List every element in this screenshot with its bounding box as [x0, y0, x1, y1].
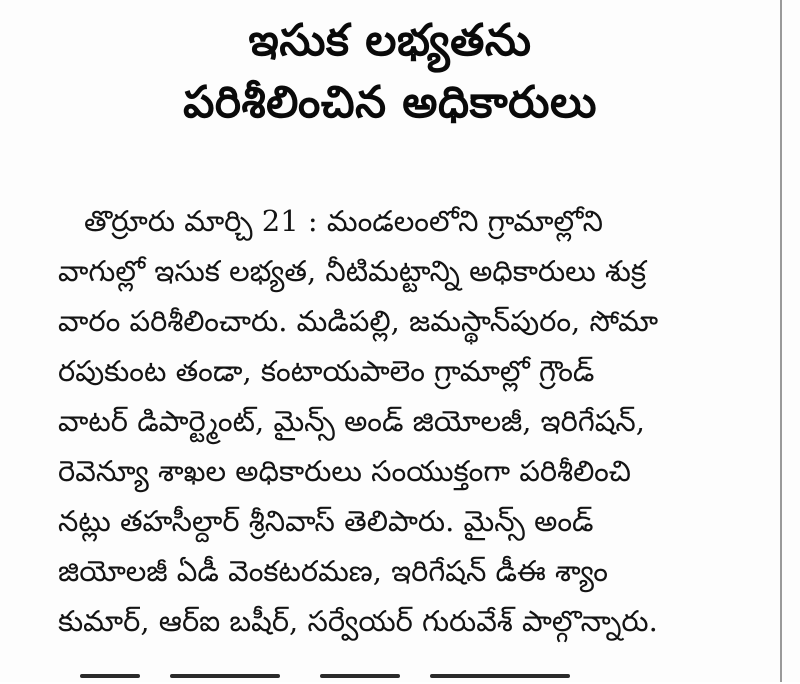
body-line: కుమార్, ఆర్ఐ బషీర్, సర్వేయర్ గురువేశ్ పాల్గొన్నారు. [58, 604, 658, 638]
body-line: రపుకుంట తండా, కంటాయపాలెం గ్రామాల్లో గ్రౌండ్ [58, 354, 595, 388]
headline-line-1: ఇసుక లభ్యతను [248, 15, 532, 66]
cropped-text-fragment [320, 674, 400, 678]
body-line: వాగుల్లో ఇసుక లభ్యత, నీటిమట్టాన్ని అధికారులు శుక్ర [58, 254, 647, 288]
body-line: నట్లు తహసీల్దార్ శ్రీనివాస్ తెలిపారు. మైన్స్ అండ్ [58, 504, 594, 538]
headline-line-2: పరిశీలించిన అధికారులు [183, 77, 597, 128]
cropped-text-fragment [430, 674, 570, 678]
article-body [58, 196, 748, 646]
body-line: జియోలజీ ఏడీ వెంకటరమణ, ఇరిగేషన్ డీఈ శ్యాం [58, 554, 608, 588]
cropped-text-fragment [80, 674, 140, 678]
cropped-next-paragraph [80, 666, 640, 684]
body-line: తొర్రూరు మార్చి 21 : మండలంలోని గ్రామాల్లోని [84, 204, 603, 238]
headline [0, 10, 780, 134]
body-line: రెవెన్యూ శాఖల అధికారులు సంయుక్తంగా పరిశీలించి [58, 454, 632, 488]
body-line: వారం పరిశీలించారు. మడిపల్లి, జమస్థాన్‌పురం, సోమా [58, 304, 659, 338]
body-line: వాటర్ డిపార్ట్మెంట్, మైన్స్ అండ్ జియోలజీ, ఇరిగేషన్, [58, 404, 645, 438]
column-divider [780, 0, 782, 682]
cropped-text-fragment [170, 674, 280, 678]
